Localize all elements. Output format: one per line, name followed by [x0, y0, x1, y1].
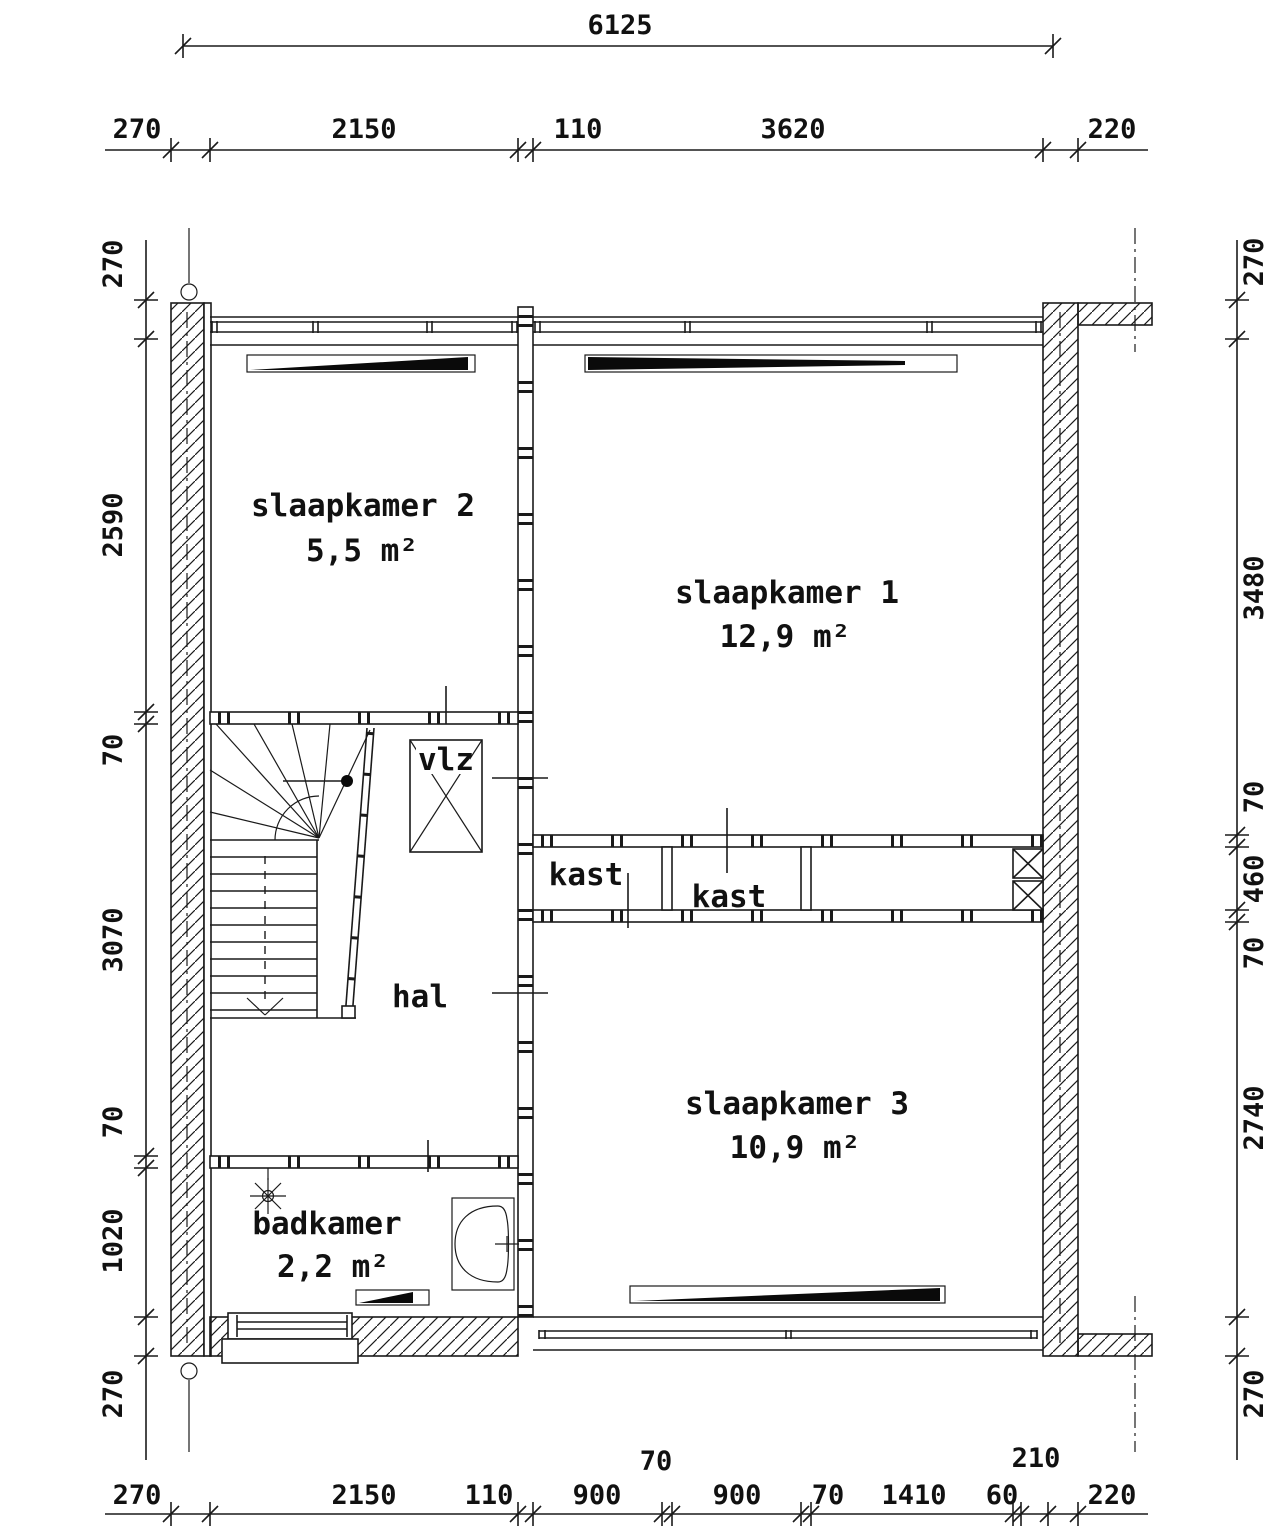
dim-bottom-4: 70 [639, 1446, 673, 1477]
dim-right-0: 270 [1239, 237, 1270, 287]
dim-right-6: 270 [1239, 1369, 1270, 1419]
dim-bottom-5: 900 [712, 1480, 762, 1511]
dim-bottom-3: 900 [572, 1480, 622, 1511]
room-label-vlz: vlz [418, 742, 474, 778]
dim-left-0: 270 [98, 239, 129, 289]
exterior-walls [171, 303, 1152, 1356]
grid-marker-top-left [181, 228, 197, 300]
room-label-slaapkamer3: slaapkamer 3 [685, 1086, 909, 1122]
dim-top-total: 6125 [587, 10, 653, 41]
dim-left-2: 70 [98, 733, 129, 767]
wall-badkamer-north [210, 1156, 518, 1168]
room-label-badkamer: badkamer [252, 1206, 402, 1242]
top-facade-windows [210, 317, 1043, 345]
wall-kast-north [533, 835, 1043, 847]
dim-right-3: 460 [1239, 854, 1270, 904]
wall-stub-top-right [1078, 303, 1152, 325]
room-label-kast2: kast [691, 879, 767, 915]
dim-bottom-2: 110 [464, 1480, 514, 1511]
dim-right-5: 2740 [1239, 1085, 1270, 1151]
duct-shaft [1013, 849, 1043, 910]
room-label-slaapkamer2: slaapkamer 2 [251, 488, 475, 524]
room-label-hal: hal [392, 979, 448, 1015]
dim-bottom-9: 210 [1011, 1443, 1061, 1474]
dimension-bottom [105, 1443, 1148, 1526]
stair-walkline [247, 856, 283, 1015]
dim-left-6: 270 [98, 1369, 129, 1419]
interior-walls [210, 307, 1043, 1317]
radiator-slaapkamer1 [585, 355, 957, 372]
dim-left-5: 1020 [98, 1208, 129, 1274]
stair-railing [342, 728, 374, 1018]
dim-bottom-1: 2150 [331, 1480, 397, 1511]
room-area-slaapkamer3: 10,9 m² [729, 1130, 861, 1166]
dim-top-3: 3620 [760, 114, 826, 145]
wall-kast2-east [801, 847, 811, 910]
room-label-kast1: kast [548, 857, 624, 893]
dimension-left [98, 240, 158, 1460]
dim-bottom-10: 220 [1087, 1480, 1137, 1511]
dim-right-4: 70 [1239, 936, 1270, 970]
bottom-facade-window-slk3 [533, 1317, 1043, 1350]
dim-left-1: 2590 [98, 492, 129, 558]
room-area-slaapkamer1: 12,9 m² [719, 619, 851, 655]
grid-marker-bottom-left [181, 1363, 197, 1452]
radiator-slaapkamer2 [247, 355, 475, 372]
dim-top-4: 220 [1087, 114, 1137, 145]
dim-bottom-0: 270 [112, 1480, 162, 1511]
wall-stub-bottom-right [1078, 1334, 1152, 1356]
window-sill [222, 1339, 358, 1363]
wall-left-inner-leaf [204, 303, 211, 1356]
dim-left-4: 70 [98, 1105, 129, 1139]
dim-top-2: 110 [553, 114, 603, 145]
radiator-slaapkamer3 [630, 1286, 945, 1303]
badkamer-window [222, 1313, 358, 1363]
dim-bottom-8: 60 [985, 1480, 1019, 1511]
stair-treads [210, 857, 317, 1010]
dimension-top-segments [105, 114, 1148, 162]
dim-top-0: 270 [112, 114, 162, 145]
vlz-box [410, 740, 482, 852]
dim-right-2: 70 [1239, 780, 1270, 814]
dimension-right [1225, 238, 1270, 1460]
wall-slaapkamer2-south [210, 712, 518, 724]
staircase [210, 724, 374, 1018]
room-area-badkamer: 2,2 m² [277, 1249, 389, 1285]
dim-left-3: 3070 [98, 907, 129, 973]
dimension-top-total [175, 10, 1061, 58]
wall-kast-south [533, 910, 1043, 922]
dim-top-1: 2150 [331, 114, 397, 145]
room-area-slaapkamer2: 5,5 m² [306, 533, 418, 569]
wall-kast-divider [662, 847, 672, 910]
dim-right-1: 3480 [1239, 555, 1270, 621]
dim-bottom-7: 1410 [881, 1480, 947, 1511]
radiator-badkamer [356, 1290, 429, 1305]
dim-bottom-6: 70 [811, 1480, 845, 1511]
sink [452, 1198, 519, 1290]
stair-handrail [283, 775, 353, 787]
room-label-slaapkamer1: slaapkamer 1 [675, 575, 899, 611]
